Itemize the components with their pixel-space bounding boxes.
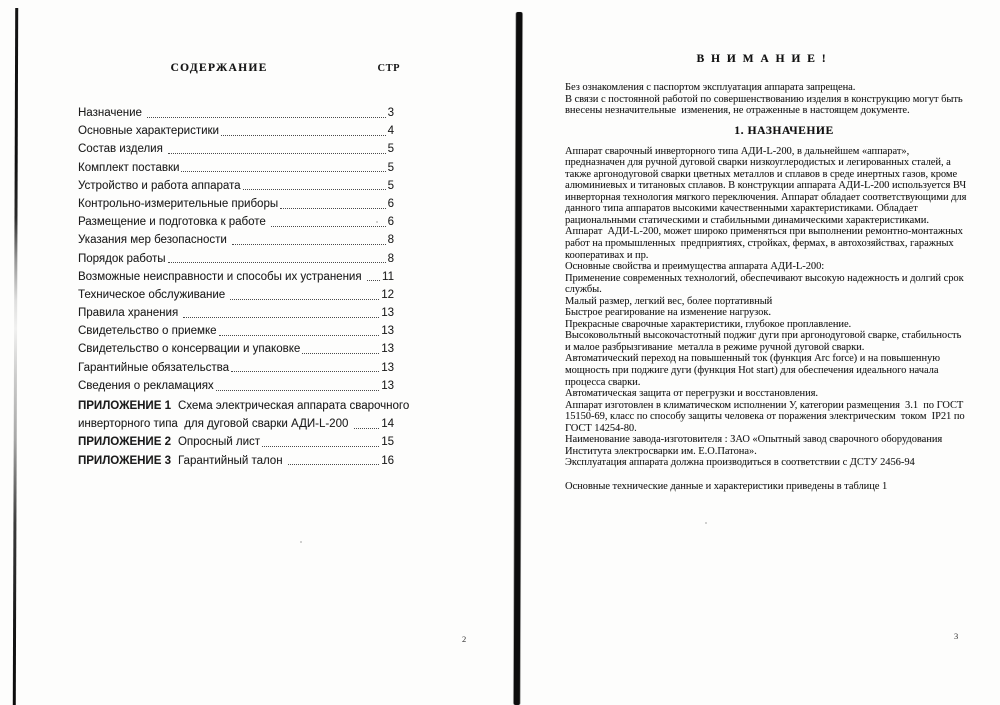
toc-entry-label: Возможные неисправности и способы их устранения: [78, 270, 365, 283]
toc-entry-label: Размещение и подготовка к работе: [78, 216, 270, 229]
toc-entry: [78, 286, 394, 304]
book-spine-line: [514, 12, 522, 705]
body-line: рациональными статическими и стабильными динамическими характеристиками.: [565, 214, 929, 226]
toc-entry-label: Техническое обслуживание: [78, 288, 229, 301]
body-line: Аппарат АДИ-L-200, может широко применяться при выполнении ремонтно-монтажных: [565, 226, 963, 238]
naznachenie-body: [565, 145, 967, 492]
toc-leader-dots: [280, 208, 385, 209]
toc-entry-label: Свидетельство о консервации и упаковке: [78, 343, 301, 356]
left-page-contents: [78, 62, 410, 470]
toc-entry-label: Основные характеристики: [78, 125, 219, 138]
toc-entry: [78, 250, 394, 268]
toc-leader-dots: [243, 189, 386, 190]
toc-entry-prefix: ПРИЛОЖЕНИЕ 2: [78, 436, 171, 449]
body-line: Наименование завода-изготовителя : ЗАО «Опытный завод сварочного оборудования: [565, 434, 943, 446]
body-line: Автоматическая защита от перегрузки и восстановления.: [565, 388, 819, 400]
toc-entry-page: 12: [381, 288, 394, 301]
body-line: Основные технические данные и характеристики приведены в таблице 1: [565, 480, 888, 492]
toc-entry-page: 15: [381, 436, 394, 449]
toc-entry: [78, 433, 394, 451]
toc-entry-page: 13: [381, 361, 394, 374]
body-line: данного типа аппаратов высокими качественными характеристиками. Обладает: [565, 203, 918, 215]
toc-entry-page: 11: [382, 270, 394, 283]
body-line: работ на промышленных предприятиях, стройках, фермах, в автохозяйствах, гаражных: [565, 238, 954, 250]
toc-entry: [78, 231, 394, 249]
toc-leader-dots: [231, 371, 379, 372]
toc-entry-page: 13: [381, 379, 394, 392]
toc-entry: [78, 377, 394, 395]
section-heading-naznachenie: 1. НАЗНАЧЕНИЕ: [734, 124, 834, 137]
toc-leader-dots: [147, 117, 386, 118]
body-line: Аппарат изготовлен в климатическом исполнении У, категории размещения 3.1 по ГОСТ: [565, 399, 964, 411]
toc-entry-label: Контрольно-измерительные приборы: [78, 197, 279, 210]
toc-entry-label: Комплект поставки: [78, 161, 180, 174]
toc-leader-dots: [181, 171, 385, 172]
body-line: предназначен для ручной дуговой сварки низкоуглеродистых и легированных сталей, а: [565, 157, 951, 169]
body-line: Автоматический переход на повышенный ток (функция Arc force) и на повышенную: [565, 353, 940, 365]
body-line: алюминиевых и титановых сплавов. В конструкции аппарата АДИ-L-200 используется ВЧ: [565, 180, 967, 192]
toc-leader-dots: [168, 153, 386, 154]
toc-entry-page: 13: [381, 325, 394, 338]
body-line: Прекрасные сварочные характеристики, глубокое проплавление.: [565, 318, 852, 330]
attention-heading: В Н И М А Н И Е !: [696, 53, 828, 65]
toc-entry: [78, 359, 394, 377]
toc-leader-dots: [230, 299, 379, 300]
toc-entry-page: 8: [387, 252, 394, 265]
toc-leader-dots: [232, 244, 386, 245]
toc-leader-dots: [262, 446, 379, 447]
toc-entry-label: Устройство и работа аппарата: [78, 179, 241, 192]
toc-entry-label: Гарантийный талон: [177, 454, 286, 467]
toc-leader-dots: [367, 280, 380, 281]
attention-line: В связи с постоянной работой по совершенствованию изделия в конструкцию могут быть: [565, 93, 963, 105]
scan-left-edge-artifact: [13, 8, 18, 705]
toc-entry-label: Состав изделия: [78, 143, 167, 156]
scan-speck: [300, 541, 302, 543]
body-line: службы.: [565, 284, 602, 296]
toc-entry-label: Назначение: [78, 107, 146, 119]
toc-entry-label: Гарантийные обязательства: [78, 361, 230, 374]
toc-entry-label: Правила хранения: [78, 307, 182, 320]
toc-leader-dots: [288, 464, 379, 465]
body-line: также аргонодуговой сварки цветных металлов и сплавов в среде инертных газов, кроме: [565, 168, 958, 180]
toc-entry-page: 5: [387, 143, 394, 156]
body-line: кооперативах и пр.: [565, 249, 649, 261]
toc-entry-label: Сведения о рекламациях: [78, 379, 214, 392]
toc-entry: [78, 397, 410, 415]
body-line: Основные свойства и преимущества аппарата АДИ-L-200:: [565, 261, 825, 273]
toc-entry-label: Свидетельство о приемке: [78, 325, 217, 338]
attention-line: Без ознакомления с паспортом эксплуатация аппарата запрещена.: [565, 82, 856, 93]
toc-leader-dots: [216, 390, 380, 391]
toc-entry-page: 6: [387, 197, 394, 210]
toc-entry: [78, 213, 394, 231]
body-line: инверторная технология мягкого переключения. Аппарат обладает соответствующими для: [565, 191, 967, 203]
toc-leader-dots: [221, 135, 386, 136]
toc-leader-dots: [183, 317, 379, 318]
page-number-right: 3: [954, 631, 959, 641]
toc-entry: [78, 415, 394, 433]
body-line: Высоковольтный высокочастотный поджиг дуги при аргонодуговой сварке, стабильность: [565, 330, 962, 342]
toc-entry-prefix: ПРИЛОЖЕНИЕ 3: [78, 454, 171, 467]
toc-leader-dots: [271, 226, 386, 227]
page-number-left: 2: [462, 634, 467, 644]
toc-entry-label: Схема электрическая аппарата сварочного: [177, 400, 410, 412]
toc-header: [78, 62, 400, 77]
toc-entry: [78, 177, 394, 195]
body-line: ГОСТ 14254-80.: [565, 422, 637, 434]
toc-entry: [78, 140, 394, 158]
toc-entry: [78, 104, 394, 122]
toc-entry-prefix: ПРИЛОЖЕНИЕ 1: [78, 400, 171, 412]
body-line: Эксплуатация аппарата должна производиться в соответствии с ДСТУ 2456-94: [565, 457, 915, 469]
body-line: Малый размер, легкий вес, более портативный: [565, 295, 773, 307]
toc-entry-page: 13: [381, 307, 394, 320]
toc-entry-label: Опросный лист: [177, 436, 261, 449]
toc-entry: [78, 452, 394, 470]
toc-entry-page: 3: [387, 107, 394, 119]
body-line: мощность при поджиге дуги (функция Hot start) для обеспечения идеального начала: [565, 365, 939, 377]
toc-entry: [78, 122, 394, 140]
body-line: и малое разбрызгивание металла в режиме ручной дуговой сварки.: [565, 341, 865, 353]
toc-entry: [78, 159, 394, 177]
toc-entry-page: 5: [387, 161, 394, 174]
body-line: [565, 469, 959, 481]
toc-leader-dots: [219, 335, 380, 336]
toc-entry: [78, 268, 394, 286]
toc-entry-page: 16: [381, 454, 394, 467]
scan-speck: [705, 522, 707, 524]
toc-entry-label: Указания мер безопасности: [78, 234, 230, 247]
toc-leader-dots: [302, 353, 379, 354]
right-page-naznachenie: [565, 53, 967, 492]
toc-entry-label: Порядок работы: [78, 252, 166, 265]
toc-entry-label: инверторного типа для дуговой сварки АДИ-L-200: [78, 418, 352, 431]
toc-entry: [78, 304, 394, 322]
body-line: процесса сварки.: [565, 376, 641, 388]
attention-line: внесены незначительные изменения, не отраженные в настоящем документе.: [565, 105, 910, 117]
toc-list: [78, 104, 410, 470]
toc-entry-page: 5: [387, 179, 394, 192]
toc-entry: [78, 322, 394, 340]
body-line: Института электросварки им. Е.О.Патона».: [565, 445, 757, 457]
toc-entry: [78, 340, 394, 358]
attention-paragraph: [565, 82, 963, 117]
toc-entry-page: 6: [387, 216, 394, 229]
toc-leader-dots: [354, 428, 380, 429]
body-line: Аппарат сварочный инверторного типа АДИ-L-200, в дальнейшем «аппарат»,: [565, 145, 910, 157]
body-line: Применение современных технологий, обеспечивают высокую надежность и долгий срок: [565, 272, 964, 284]
toc-entry-page: 8: [387, 234, 394, 247]
body-line: Быстрое реагирование на изменение нагрузок.: [565, 307, 771, 319]
body-line: 15150-69, класс по способу защиты человека от поражения электрическим током IP21 по: [565, 411, 965, 423]
toc-entry-page: 14: [381, 418, 394, 431]
toc-entry: [78, 195, 394, 213]
toc-title: СОДЕРЖАНИЕ: [170, 62, 268, 74]
toc-page-column-header: СТР: [377, 63, 400, 74]
toc-leader-dots: [168, 262, 386, 263]
toc-entry-page: 4: [387, 125, 394, 138]
toc-entry-page: 13: [381, 343, 394, 356]
